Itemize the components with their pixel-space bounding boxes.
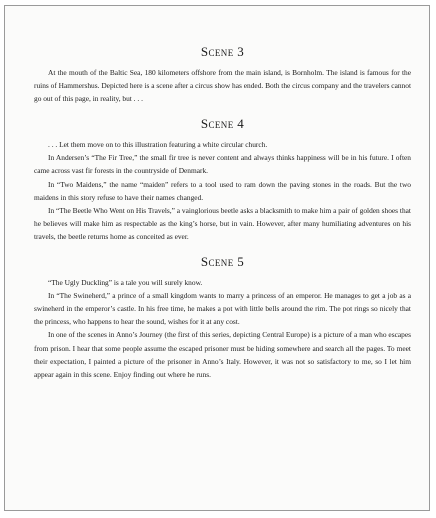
scene-3-body	[34, 66, 411, 105]
page-content	[34, 6, 411, 381]
scene-3-heading: Scene 3	[200, 44, 245, 59]
scene-4-body	[34, 138, 411, 243]
scene-4-paragraph-1: . . . Let them move on to this illustration featuring a white circular church.	[48, 140, 268, 150]
scene-5-paragraph-1: “The Ugly Duckling” is a tale you will surely know.	[48, 278, 203, 288]
scene-3-paragraph-1: At the mouth of the Baltic Sea, 180 kilometers offshore from the main island, is Bornholm. The island is famous for the ruins of Hammershus. Depicted here is a scene after a circus show has ended. Both the circus company and the travelers cannot go out of this page, in reality, but . . .	[34, 68, 411, 104]
page-frame	[4, 5, 430, 511]
scene-4-paragraph-2: In Andersen’s “The Fir Tree,” the small fir tree is never content and always thinks happiness will be in his future. I often came across vast fir forests in the countryside of Denmark.	[34, 153, 411, 176]
scene-5-heading: Scene 5	[200, 254, 245, 270]
scene-5-paragraph-2: In “The Swineherd,” a prince of a small kingdom wants to marry a princess of an emperor. He manages to get a job as a swineherd in the emperor’s castle. In his free time, he makes a pot with little bells around the rim. The pot rings so nicely that the princess, who happens to hear the sound, wishes for it at any cost.	[34, 291, 411, 327]
scene-4-paragraph-3: In “Two Maidens,” the name “maiden” refers to a tool used to ram down the paving stones in the roads. But the two maidens in this story refuse to have their names changed.	[34, 179, 411, 202]
scene-4-paragraph-4: In “The Beetle Who Went on His Travels,” a vainglorious beetle asks a blacksmith to make him a pair of golden shoes that he believes will make him as respectable as the king’s horse, but in vain. However, after many humiliating adventures on his travels, the beetle returns home as conceited as ever.	[34, 205, 411, 241]
scene-4-heading: Scene 4	[200, 116, 245, 132]
scene-5-body	[34, 276, 411, 381]
scene-5-paragraph-3: In one of the scenes in Anno’s Journey (the first of this series, depicting Central Europe) is a picture of a man who escapes from prison. I hear that some people assume the escaped prisoner must be hiding somewhere and search all the pages. To meet their expectation, I painted a picture of the prisoner in Anno’s Italy. However, it was not so satisfactory to me, so I let him appear again in this scene. Enjoy finding out where he runs.	[34, 330, 411, 379]
